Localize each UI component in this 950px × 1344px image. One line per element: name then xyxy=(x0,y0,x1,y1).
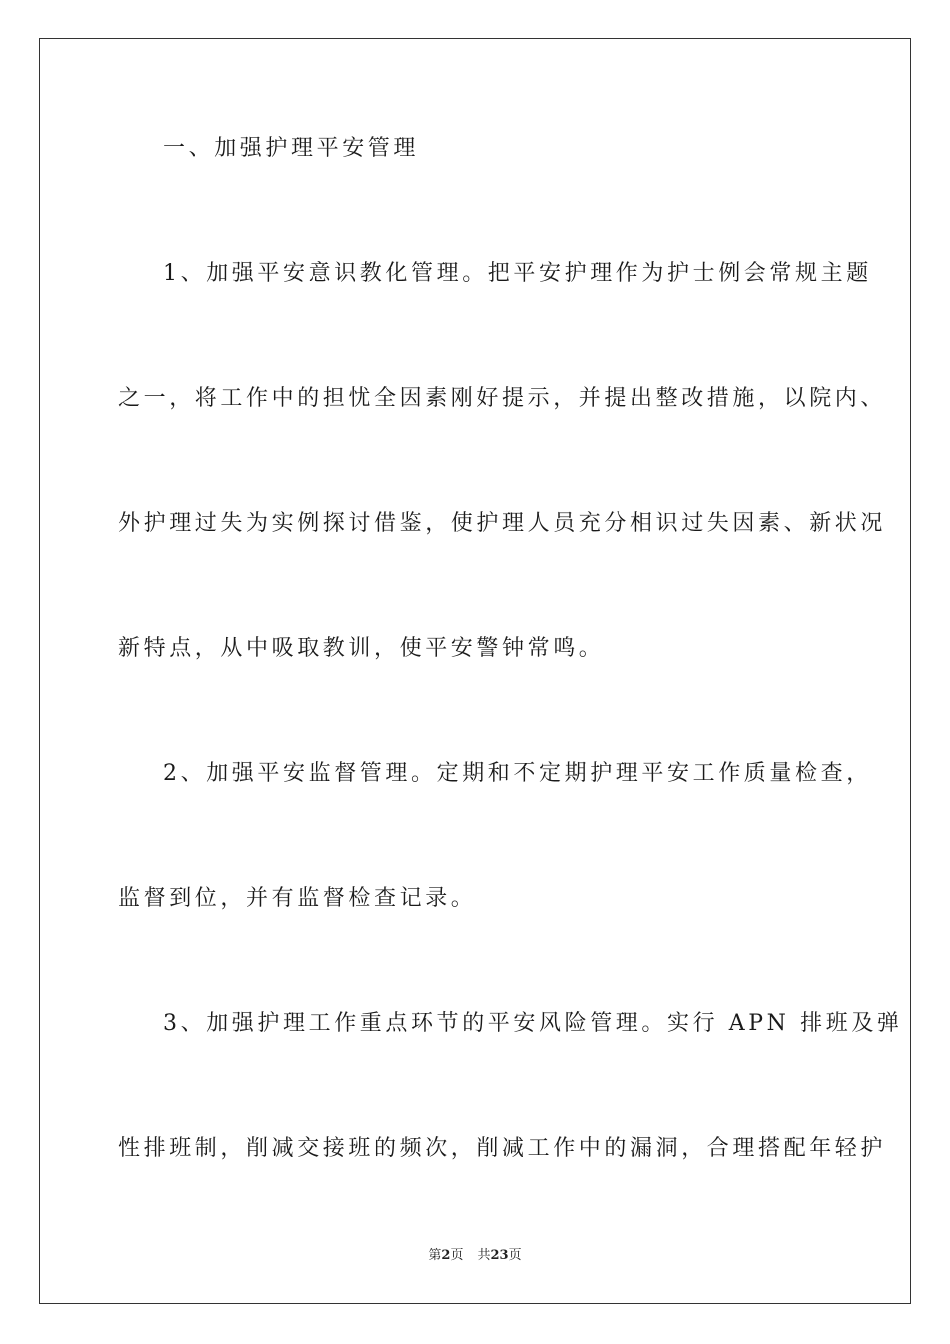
total-pages: 23 xyxy=(490,1248,509,1263)
paragraph-3-line-1: 3、加强护理工作重点环节的平安风险管理。实行 APN 排班及弹 xyxy=(163,1011,903,1036)
paragraph-1-line-3: 外护理过失为实例探讨借鉴，使护理人员充分相识过失因素、新状况 xyxy=(118,511,887,536)
page-number: 2 xyxy=(441,1248,451,1263)
paragraph-1-line-1: 1、加强平安意识教化管理。把平安护理作为护士例会常规主题 xyxy=(163,261,872,286)
paragraph-1-line-4: 新特点，从中吸取教训，使平安警钟常鸣。 xyxy=(118,636,605,661)
paragraph-3-line-2: 性排班制，削减交接班的频次，削减工作中的漏洞，合理搭配年轻护 xyxy=(118,1136,887,1161)
paragraph-2-line-1: 2、加强平安监督管理。定期和不定期护理平安工作质量检查， xyxy=(163,761,872,786)
page-border xyxy=(39,38,911,1304)
section-heading: 一、加强护理平安管理 xyxy=(163,136,420,161)
paragraph-1-line-2: 之一，将工作中的担忧全因素刚好提示，并提出整改措施，以院内、 xyxy=(118,386,887,411)
total-suffix: 页 xyxy=(508,1248,522,1263)
page-footer xyxy=(0,1247,950,1265)
paragraph-2-line-2: 监督到位，并有监督检查记录。 xyxy=(118,886,477,911)
page-suffix: 页 xyxy=(450,1248,464,1263)
page-prefix: 第 xyxy=(428,1248,442,1263)
total-prefix: 共 xyxy=(477,1248,491,1263)
